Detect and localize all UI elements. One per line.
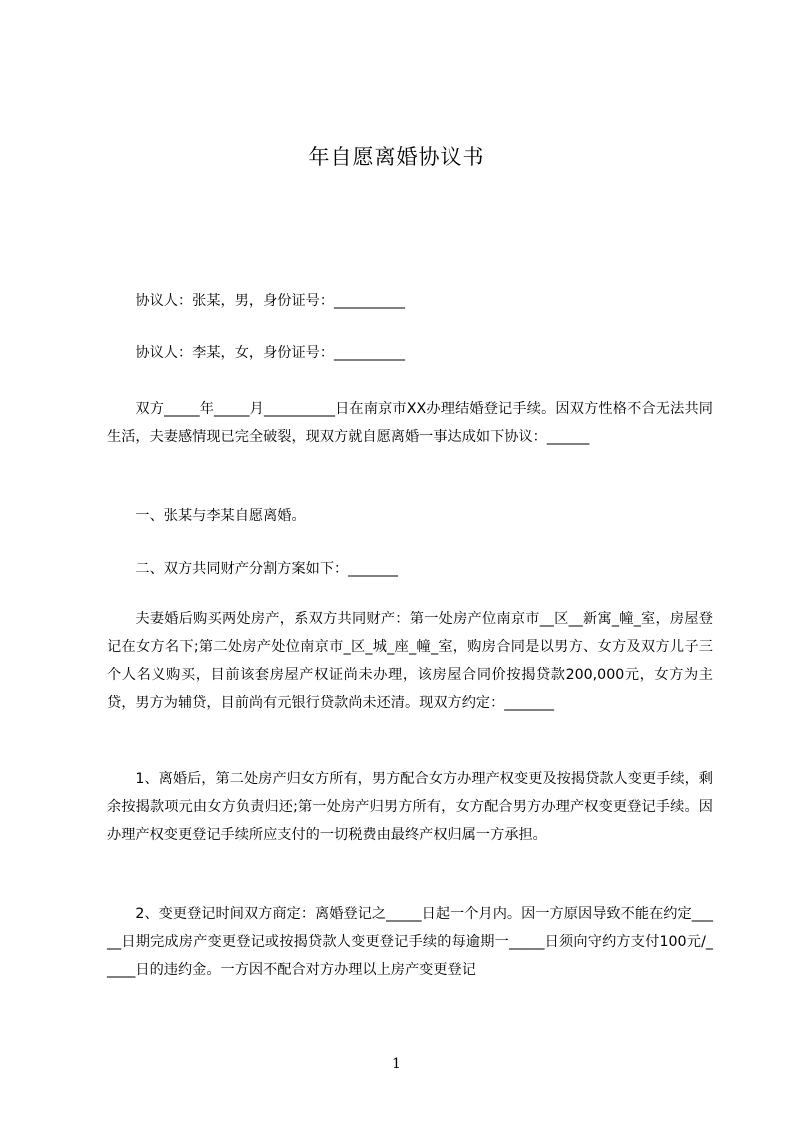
party-b-line: 协议人：李某，女，身份证号：__________ xyxy=(135,345,405,361)
property-description-paragraph: 夫妻婚后购买两处房产，系双方共同财产：第一处房产位南京市__区__新寓_幢_室，房屋登记在女方名下;第二处房产处位南京市_区_城_座_幢_室，购房合同是以男方、女方及双方儿子三个人名义购买，目前该套房屋产权证尚未办理，该房屋合同价按揭贷款200,000元，女方为主贷，男方为辅贷，目前尚有元银行贷款尚未还清。现双方约定：_______ xyxy=(107,611,713,711)
preamble-paragraph: 双方_____年_____月__________日在南京市XX办理结婚登记手续。因双方性格不合无法共同生活，夫妻感情现已完全破裂，现双方就自愿离婚一事达成如下协议：______ xyxy=(107,401,713,445)
clause-1-paragraph: 一、张某与李某自愿离婚。 xyxy=(135,508,306,524)
property-item-2-paragraph: 2、变更登记时间双方商定：离婚登记之_____日起一个月内。因一方原因导致不能在约定_____日期完成房产变更登记或按揭贷款人变更登记手续的每逾期一_____日须向守约方支付100元/_____日的违约金。一方因不配合对方办理以上房产变更登记 xyxy=(107,906,713,978)
party-a-line: 协议人：张某，男，身份证号：__________ xyxy=(135,293,405,309)
property-item-1-paragraph: 1、离婚后，第二处房产归女方所有，男方配合女方办理产权变更及按揭贷款人变更手续，剩余按揭款项元由女方负责归还;第一处房产归男方所有，女方配合男方办理产权变更登记手续。因办理产权变更登记手续所应支付的一切税费由最终产权归属一方承担。 xyxy=(107,771,713,843)
page-number: 1 xyxy=(392,1056,401,1072)
clause-2-heading: 二、双方共同财产分割方案如下：_______ xyxy=(135,561,398,577)
document-title: 年自愿离婚协议书 xyxy=(308,145,485,169)
